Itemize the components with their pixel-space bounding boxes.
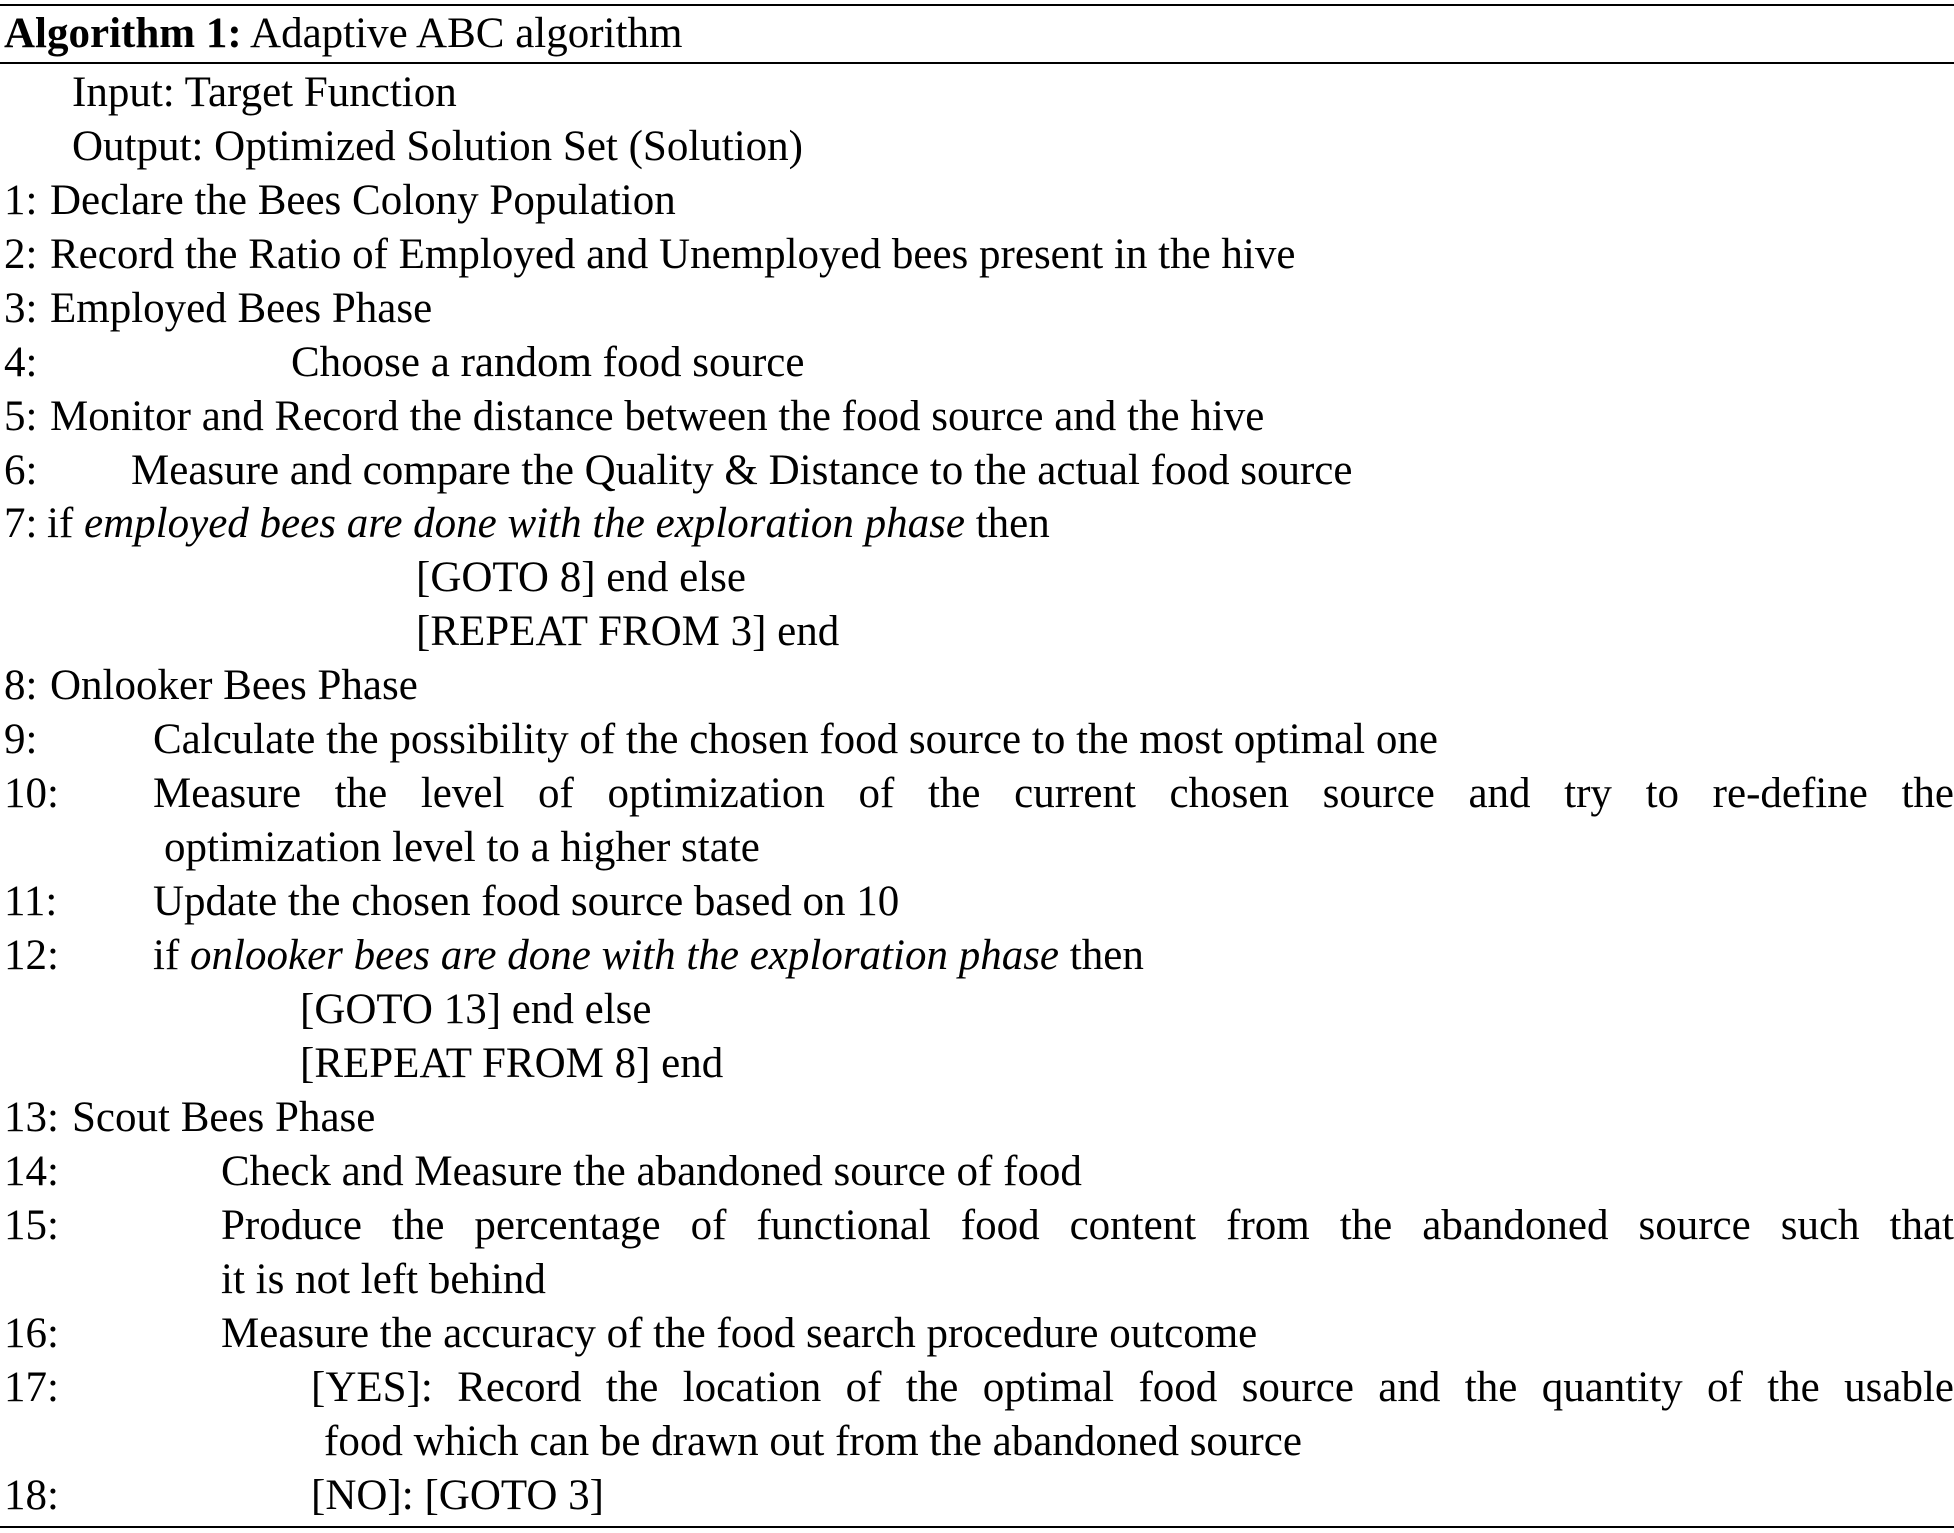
step-number: 10: bbox=[4, 770, 59, 817]
branch-line: [REPEAT FROM 3] end bbox=[416, 608, 840, 655]
step-text: Onlooker Bees Phase bbox=[50, 662, 418, 709]
output-line: Output: Optimized Solution Set (Solution) bbox=[72, 123, 803, 170]
step-number: 14: bbox=[4, 1148, 59, 1195]
then-keyword: then bbox=[1069, 932, 1144, 979]
step-number: 18: bbox=[4, 1472, 59, 1519]
step-number: 15: bbox=[4, 1202, 59, 1249]
branch-line: [GOTO 8] end else bbox=[416, 554, 746, 601]
condition: employed bees are done with the exploration phase bbox=[84, 500, 965, 547]
condition: onlooker bees are done with the exploration phase bbox=[190, 932, 1060, 979]
if-keyword: if bbox=[153, 932, 180, 979]
step-text: Produce the percentage of functional food content from the abandoned source such that bbox=[221, 1202, 1954, 1249]
algorithm-title bbox=[4, 6, 682, 62]
step-text: [YES]: Record the location of the optimal food source and the quantity of the usable bbox=[311, 1364, 1954, 1411]
step-number: 3: bbox=[4, 285, 38, 332]
step-number: 17: bbox=[4, 1364, 59, 1411]
step-number: 7: bbox=[4, 500, 38, 547]
step-number: 2: bbox=[4, 231, 38, 278]
step-number: 6: bbox=[4, 447, 38, 494]
step-number: 8: bbox=[4, 662, 38, 709]
algorithm-label: Algorithm 1: bbox=[4, 10, 242, 57]
step-text bbox=[153, 929, 1144, 983]
step-text: Measure the level of optimization of the current chosen source and try to re-define the bbox=[153, 770, 1954, 817]
step-continuation: optimization level to a higher state bbox=[164, 824, 760, 871]
step-continuation: food which can be drawn out from the abandoned source bbox=[324, 1418, 1302, 1465]
step-number: 13: bbox=[4, 1094, 59, 1141]
step-text: Check and Measure the abandoned source of food bbox=[221, 1148, 1082, 1195]
header-rule bbox=[0, 62, 1954, 64]
step-text: Measure the accuracy of the food search procedure outcome bbox=[221, 1310, 1258, 1357]
step-text: Scout Bees Phase bbox=[72, 1094, 376, 1141]
step-number: 1: bbox=[4, 177, 38, 224]
bottom-rule bbox=[0, 1526, 1954, 1528]
step-number: 9: bbox=[4, 716, 38, 763]
step-number: 12: bbox=[4, 932, 59, 979]
then-keyword: then bbox=[975, 500, 1050, 547]
step-text: Calculate the possibility of the chosen food source to the most optimal one bbox=[153, 716, 1438, 763]
step-text: Employed Bees Phase bbox=[50, 285, 433, 332]
branch-line: [REPEAT FROM 8] end bbox=[300, 1040, 724, 1087]
step-number: 5: bbox=[4, 393, 38, 440]
step-text: Measure and compare the Quality & Distance to the actual food source bbox=[131, 447, 1353, 494]
step-text bbox=[47, 497, 1050, 551]
step-text: Monitor and Record the distance between the food source and the hive bbox=[50, 393, 1265, 440]
step-text: [NO]: [GOTO 3] bbox=[311, 1472, 604, 1519]
if-keyword: if bbox=[47, 500, 74, 547]
step-number: 11: bbox=[4, 878, 58, 925]
branch-line: [GOTO 13] end else bbox=[300, 986, 652, 1033]
input-line: Input: Target Function bbox=[72, 69, 457, 116]
step-number: 4: bbox=[4, 339, 38, 386]
step-text: Update the chosen food source based on 10 bbox=[153, 878, 900, 925]
algorithm-name: Adaptive ABC algorithm bbox=[250, 10, 683, 57]
step-continuation: it is not left behind bbox=[221, 1256, 546, 1303]
step-number: 16: bbox=[4, 1310, 59, 1357]
step-text: Declare the Bees Colony Population bbox=[50, 177, 676, 224]
step-text: Record the Ratio of Employed and Unemployed bees present in the hive bbox=[50, 231, 1296, 278]
step-text: Choose a random food source bbox=[291, 339, 805, 386]
